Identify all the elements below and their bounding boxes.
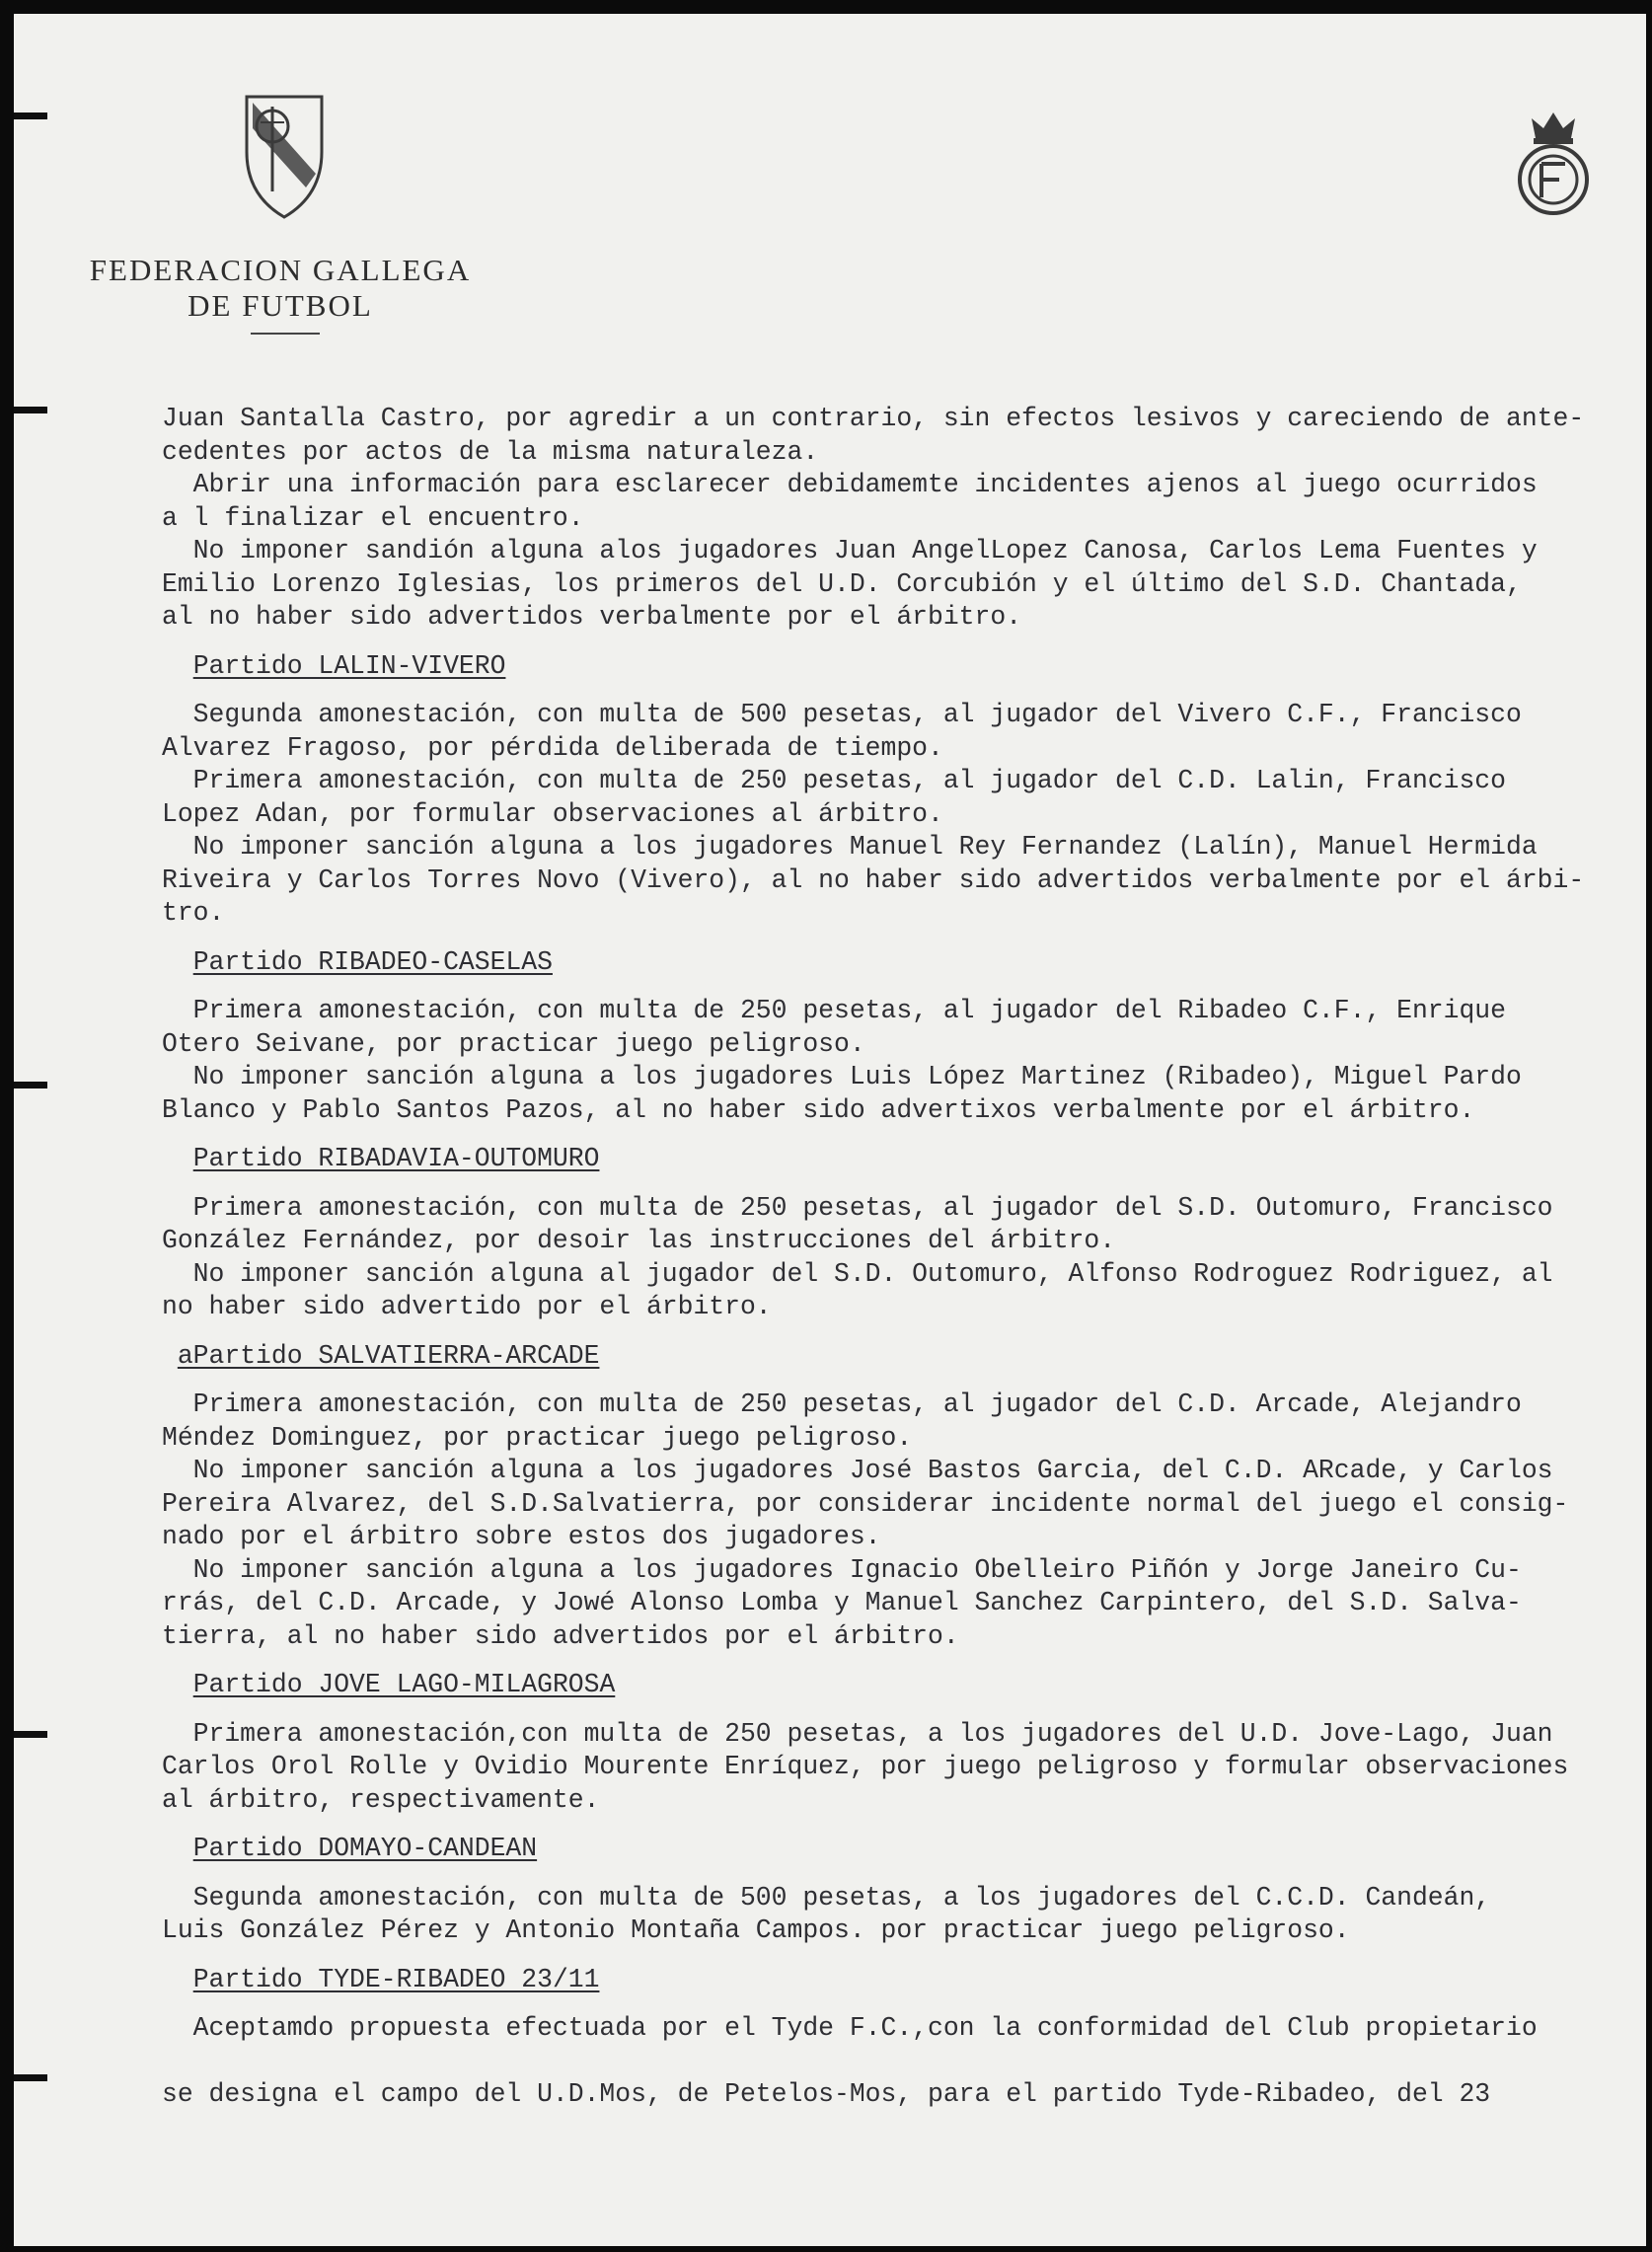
spacer xyxy=(162,1176,1646,1192)
text-line: a l finalizar el encuentro. xyxy=(162,502,584,533)
match-heading xyxy=(162,1340,1646,1374)
heading-line: Partido DOMAYO-CANDEAN xyxy=(192,1834,538,1863)
heading-line: Partido RIBADEO-CASELAS xyxy=(192,946,553,977)
text-line: Blanco y Pablo Santos Pazos, al no haber sido advertixos verbalmente por el árbitro. xyxy=(162,1094,1475,1125)
federation-name-line2: DE FUTBOL xyxy=(188,288,373,323)
text-line: Otero Seivane, por practicar juego peligroso. xyxy=(162,1028,865,1059)
text-line: No imponer sanción alguna a los jugadores Luis López Martinez (Ribadeo), Miguel Pardo xyxy=(162,1062,1522,1091)
text-line: tierra, al no haber sido advertidos por el árbitro. xyxy=(162,1620,959,1651)
binder-tab xyxy=(14,407,47,413)
spacer xyxy=(162,635,1646,650)
text-line: Luis González Pérez y Antonio Montaña Campos. por practicar juego peligroso. xyxy=(162,1915,1350,1945)
spacer xyxy=(162,1948,1646,1964)
text-line: Abrir una información para esclarecer debidamemte incidentes ajenos al juego ocurridos xyxy=(162,470,1538,499)
text-line: No imponer sanción alguna a los jugadores José Bastos Garcia, del C.D. ARcade, y Carlos xyxy=(162,1456,1553,1485)
federation-name xyxy=(73,253,488,324)
text-line: González Fernández, por desoir las instrucciones del árbitro. xyxy=(162,1226,1116,1255)
match-heading xyxy=(162,650,1646,684)
spacer xyxy=(162,1127,1646,1143)
text-line: Alvarez Fragoso, por pérdida deliberada de tiempo. xyxy=(162,732,943,763)
text-line: Segunda amonestación, con multa de 500 pesetas, a los jugadores del C.C.D. Candeán, xyxy=(162,1882,1491,1913)
text-line: Primera amonestación, con multa de 250 pesetas, al jugador del Ribadeo C.F., Enrique xyxy=(162,996,1506,1025)
typed-body-text xyxy=(162,403,1646,2112)
match-heading xyxy=(162,1833,1646,1866)
paragraph xyxy=(162,1192,1646,1324)
text-line: Méndez Dominguez, por practicar juego peligroso. xyxy=(162,1422,913,1453)
text-line: Riveira y Carlos Torres Novo (Vivero), al no haber sido advertidos verbalmente por el árbi- xyxy=(162,864,1585,895)
text-line: No imponer sandión alguna alos jugadores Juan AngelLopez Canosa, Carlos Lema Fuentes y xyxy=(162,536,1538,565)
text-line: Primera amonestación, con multa de 250 pesetas, al jugador del S.D. Outomuro, Francisco xyxy=(162,1192,1553,1223)
binder-tab xyxy=(14,2074,47,2081)
text-line: Juan Santalla Castro, por agredir a un contrario, sin efectos lesivos y careciendo de ante- xyxy=(162,404,1585,433)
heading-line: Partido JOVE LAGO-MILAGROSA xyxy=(192,1670,616,1699)
text-line: Carlos Orol Rolle y Ovidio Mourente Enríquez, por juego peligroso y formular observaciones xyxy=(162,1752,1569,1781)
match-heading xyxy=(162,1964,1646,1997)
text-line: tro. xyxy=(162,898,225,928)
document-page xyxy=(14,14,1646,2246)
spacer xyxy=(162,931,1646,946)
spacer xyxy=(162,979,1646,995)
heading-line: Partido RIBADAVIA-OUTOMURO xyxy=(192,1144,600,1173)
heading-line: Partido TYDE-RIBADEO 23/11 xyxy=(192,1964,600,1994)
match-heading xyxy=(162,946,1646,980)
text-line: No imponer sanción alguna a los jugadores Ignacio Obelleiro Piñón y Jorge Janeiro Cu- xyxy=(162,1554,1522,1585)
text-line: al no haber sido advertidos verbalmente por el árbitro. xyxy=(162,602,1022,632)
spacer xyxy=(162,683,1646,699)
federation-crest-icon xyxy=(243,93,326,221)
header-underline xyxy=(251,333,320,335)
paragraph xyxy=(162,699,1646,931)
spacer xyxy=(162,1817,1646,1833)
royal-federation-crest-icon xyxy=(1514,105,1593,219)
text-line: Aceptamdo propuesta efectuada por el Tyde F.C.,con la conformidad del Club propietario xyxy=(162,2013,1538,2043)
spacer xyxy=(162,1866,1646,1882)
binder-tab xyxy=(14,113,47,119)
heading-line: Partido LALIN-VIVERO xyxy=(192,650,506,681)
text-line: Primera amonestación,con multa de 250 pesetas, a los jugadores del U.D. Jove-Lago, Juan xyxy=(162,1718,1553,1749)
spacer xyxy=(162,1373,1646,1389)
text-line: No imponer sanción alguna a los jugadores Manuel Rey Fernandez (Lalín), Manuel Hermida xyxy=(162,832,1538,862)
federation-name-line1: FEDERACION GALLEGA xyxy=(89,253,472,287)
text-line: no haber sido advertido por el árbitro. xyxy=(162,1292,772,1321)
text-line: Segunda amonestación, con multa de 500 pesetas, al jugador del Vivero C.F., Francisco xyxy=(162,700,1522,729)
paragraph xyxy=(162,1882,1646,1948)
heading-line: aPartido SALVATIERRA-ARCADE xyxy=(177,1340,600,1371)
text-line: Pereira Alvarez, del S.D.Salvatierra, por considerar incidente normal del juego el consig- xyxy=(162,1488,1569,1519)
paragraph xyxy=(162,403,1646,635)
spacer xyxy=(162,1324,1646,1340)
text-line: Primera amonestación, con multa de 250 pesetas, al jugador del C.D. Arcade, Alejandro xyxy=(162,1389,1522,1419)
binder-tab xyxy=(14,1082,47,1088)
spacer xyxy=(162,1996,1646,2012)
text-line: se designa el campo del U.D.Mos, de Petelos-Mos, para el partido Tyde-Ribadeo, del 23 xyxy=(162,2079,1491,2109)
text-line: nado por el árbitro sobre estos dos jugadores. xyxy=(162,1522,881,1551)
text-line: No imponer sanción alguna al jugador del S.D. Outomuro, Alfonso Rodroguez Rodriguez, al xyxy=(162,1258,1553,1289)
match-heading xyxy=(162,1143,1646,1176)
match-heading xyxy=(162,1669,1646,1702)
paragraph xyxy=(162,995,1646,1127)
binder-tab xyxy=(14,1731,47,1738)
paragraph xyxy=(162,1389,1646,1653)
text-line: al árbitro, respectivamente. xyxy=(162,1784,600,1815)
text-line xyxy=(162,2046,1646,2079)
spacer xyxy=(162,1702,1646,1718)
paragraph xyxy=(162,2012,1646,2112)
text-line: Emilio Lorenzo Iglesias, los primeros del U.D. Corcubión y el último del S.D. Chantada, xyxy=(162,568,1522,599)
text-line: Primera amonestación, con multa de 250 pesetas, al jugador del C.D. Lalin, Francisco xyxy=(162,766,1506,795)
text-line: Lopez Adan, por formular observaciones al árbitro. xyxy=(162,798,943,829)
text-line: rrás, del C.D. Arcade, y Jowé Alonso Lomba y Manuel Sanchez Carpintero, del S.D. Salva- xyxy=(162,1588,1522,1617)
paragraph xyxy=(162,1718,1646,1818)
spacer xyxy=(162,1653,1646,1669)
text-line: cedentes por actos de la misma naturaleza. xyxy=(162,436,819,467)
